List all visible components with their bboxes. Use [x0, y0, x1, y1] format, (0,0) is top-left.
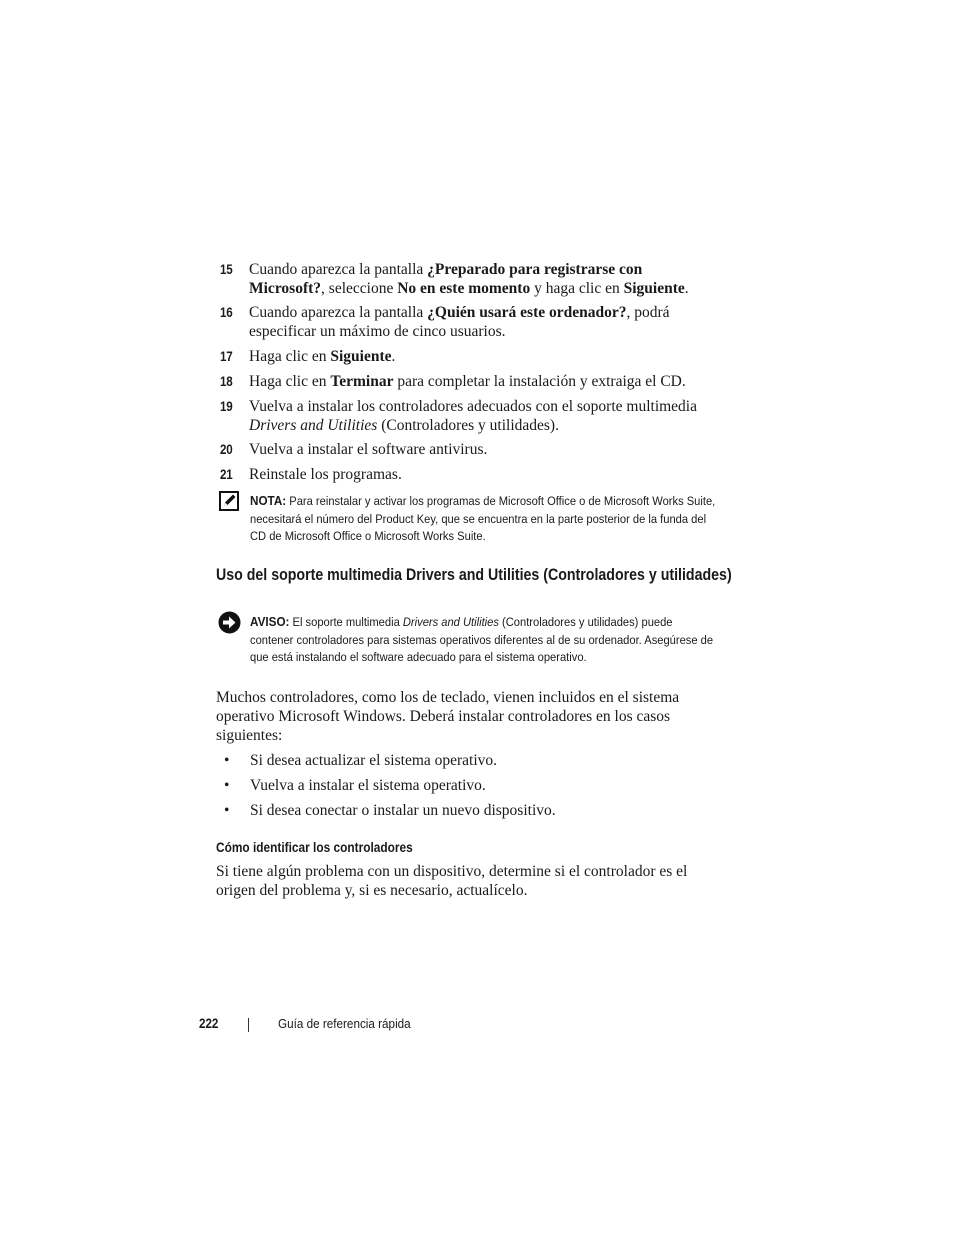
intro-paragraph: Muchos controladores, como los de teclado, vienen incluidos en el sistema operativo Microsoft Windows. Deberá instalar controladores en los casos siguientes:	[216, 689, 680, 744]
step-text: Haga clic en Terminar para completar la instalación y extraiga el CD.	[249, 373, 686, 390]
step-number: 21	[220, 467, 233, 482]
notice-callout: AVISO: El soporte multimedia Drivers and Utilities (Controladores y utilidades) puede contener controladores para sistemas operativos diferentes al de su ordenador. Asegúrese de que está instalando el software adecuado para el sistema operativo.	[250, 614, 714, 664]
note-text: Para reinstalar y activar los programas de Microsoft Office o de Microsoft Works Suite, necesitará el número del Product Key, que se encuentra en la parte posterior de la funda del CD de Microsoft Office o Microsoft Works Suite.	[250, 494, 716, 543]
notice-label: AVISO:	[250, 614, 290, 629]
step-number: 19	[220, 399, 233, 414]
step-number: 16	[220, 305, 233, 320]
note-label: NOTA:	[250, 493, 287, 508]
step-number: 18	[220, 374, 233, 389]
footer-divider	[248, 1018, 249, 1032]
section-heading: Uso del soporte multimedia Drivers and Utilities (Controladores y utilidades)	[216, 566, 732, 584]
step-number: 20	[220, 442, 233, 457]
step-text: Cuando aparezca la pantalla ¿Quién usará este ordenador?, podrá especificar un máximo de cinco usuarios.	[249, 304, 670, 340]
subheading: Cómo identificar los controladores	[216, 840, 413, 855]
step-text: Cuando aparezca la pantalla ¿Preparado para registrarse con Microsoft?, seleccione No en este momento y haga clic en Siguiente.	[249, 261, 689, 297]
bullet-icon: •	[224, 802, 230, 819]
step-text: Reinstale los programas.	[249, 466, 402, 483]
notice-arrow-icon	[218, 611, 241, 634]
footer-title: Guía de referencia rápida	[278, 1016, 411, 1031]
page-number: 222	[199, 1016, 219, 1031]
step-text: Vuelva a instalar el software antivirus.	[249, 441, 488, 458]
note-callout	[250, 492, 720, 546]
pencil-note-icon	[219, 491, 239, 511]
bullet-icon: •	[224, 777, 230, 794]
step-number: 17	[220, 349, 233, 364]
final-paragraph: Si tiene algún problema con un dispositivo, determine si el controlador es el origen del problema y, si es necesario, actualícelo.	[216, 863, 688, 899]
bullet-icon: •	[224, 752, 230, 769]
step-text: Vuelva a instalar los controladores adecuados con el soporte multimedia Drivers and Utilities (Controladores y utilidades).	[249, 398, 697, 434]
step-number: 15	[220, 262, 233, 277]
step-text: Haga clic en Siguiente.	[249, 348, 396, 365]
